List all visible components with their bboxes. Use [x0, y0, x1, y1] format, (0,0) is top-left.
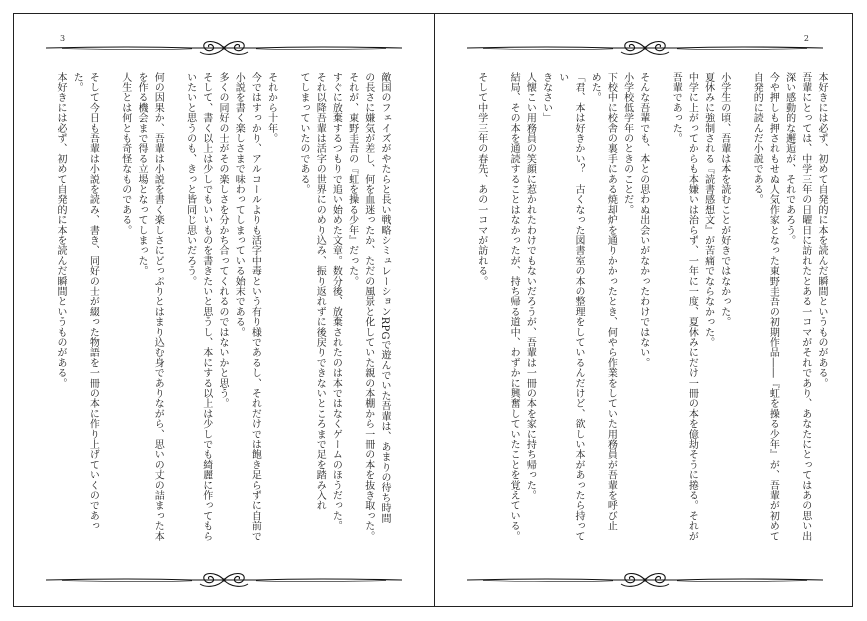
scroll-divider-ornament [463, 36, 827, 60]
text-line: 自発的に読んだ小説である。 [751, 72, 763, 205]
blank-line [732, 72, 748, 542]
page-left [14, 14, 434, 606]
text-line: 下校中に校舎の裏手にある焼却炉を通りかかったとき、何やら作業をしていた用務員が吾輩を呼び止 [605, 72, 617, 531]
text-line: 小説を書く楽しさまで味わってしまっている始末である。 [233, 72, 245, 338]
blank-line [489, 72, 505, 542]
blank-line [651, 72, 667, 542]
text-line: 敵国のフェイズがやたらと長い戦略シミュレーションRPGで遊んでいた吾輩は、あまりの待ち時間 [379, 72, 390, 524]
text-line: の長さに嫌気が差し、何を血迷ったか、ただの風景と化していた親の本棚から一冊の本を抜き取った。 [362, 72, 374, 542]
text-line: めた。 [589, 72, 601, 103]
text-line: 小学生の頃、吾輩は本を読むことが好きではなかった。 [718, 72, 730, 327]
text-line: 夏休みに強制される『読書感想文』が苦痛でならなかった。 [702, 72, 714, 348]
text-line: そして今日も吾輩は小説を読み、書き、同好の士が綴った物語を一冊の本に作り上げていくのであっ [87, 72, 99, 531]
page-right [435, 14, 855, 606]
text-line: 今や押しも押されもせぬ人気作家となった東野圭吾の初期作品――『虹を操る少年』が、吾輩が初めて [767, 72, 779, 542]
page-number: 3 [60, 34, 66, 43]
blank-line [100, 72, 116, 542]
text-line: 結局、その本を通読することはなかったが、持ち帰る道中、わずかに興奮していたことを覚えている。 [508, 72, 520, 542]
text-line: きなさい」 [540, 72, 552, 123]
text-line: 本好きには必ず、初めて自発的に本を読んだ瞬間というものがある。 [54, 72, 66, 389]
text-line: 吾輩にとっては、中学三年の日曜日に訪れたとある一コマがそれであり、あなたにとってはあの思い出 [799, 72, 811, 542]
text-line: 深い感動的な邂逅が、それであろう。 [783, 72, 795, 246]
text-line: 「君、本は好きかい？ 古くなった図書室の本の整理をしているんだけど、欲しい本があったら持ってい [556, 72, 584, 542]
text-line: を作る機会まで得る立場となってしまった。 [135, 72, 147, 276]
book-spread [13, 13, 853, 607]
vertical-body-text [47, 72, 392, 542]
page-number: 2 [803, 34, 809, 43]
text-line: てしまっていたのである。 [297, 72, 309, 195]
text-line: そんな吾輩でも、本との思わぬ出会いがなかったわけではない。 [637, 72, 649, 368]
text-line: そして中学三年の春先、あの一コマが訪れる。 [475, 72, 487, 287]
scroll-divider-ornament [463, 568, 827, 592]
text-line: 人懐こい用務員の笑顔に惹かれたわけでもないだろうが、吾輩は一冊の本を家に持ち帰った。 [524, 72, 536, 501]
text-line: 本好きには必ず、初めて自発的に本を読んだ瞬間というものがある。 [816, 72, 827, 389]
text-line: それ以降吾輩は活字の世界にのめり込み、振り返れずに後戻りできないところまで足を踏み入れ [314, 72, 326, 511]
text-line: 多くの同好の士がその楽しさを分かち合ってくれるのではないかと思う。 [216, 72, 228, 409]
text-line: 吾輩であった。 [670, 72, 682, 144]
scroll-divider-ornament [42, 36, 406, 60]
blank-line [279, 72, 295, 542]
scroll-divider-ornament [42, 568, 406, 592]
text-line: すぐに放棄するつもりで追い始めた文章。数分後、放棄されたのは本ではなくゲームのほうだった。 [330, 72, 342, 531]
text-line: 中学に上がってからも本嫌いは治らず、一年に一度、夏休みにだけ一冊の本を億劫そうに捲る。それが [686, 72, 698, 542]
text-line: 人生とは何とも奇怪なものである。 [119, 72, 131, 236]
text-line: 何の因果か、吾輩は小説を書く楽しさにどっぷりとはまり込む身でありながら、思いの丈の詰まった本 [152, 72, 164, 542]
text-line: そして、書く以上は少しでもいいものを書きたいと思うし、本にする以上は少しでも綺麗に作ってもら [200, 72, 212, 542]
text-line: 小学校低学年のときのことだ。 [621, 72, 633, 215]
text-line: 今ではすっかり、アルコールよりも活字中毒という有り様であるし、それだけでは飽き足らずに自前で [249, 72, 261, 542]
blank-line [165, 72, 181, 542]
vertical-body-text [464, 72, 829, 542]
text-line: それが、東野圭吾の『虹を操る少年』だった。 [346, 72, 358, 287]
text-line: いたいと思うのも、きっと皆同じ思いだろう。 [184, 72, 196, 287]
text-line: それから十年。 [265, 72, 277, 144]
text-line: た。 [71, 72, 83, 93]
